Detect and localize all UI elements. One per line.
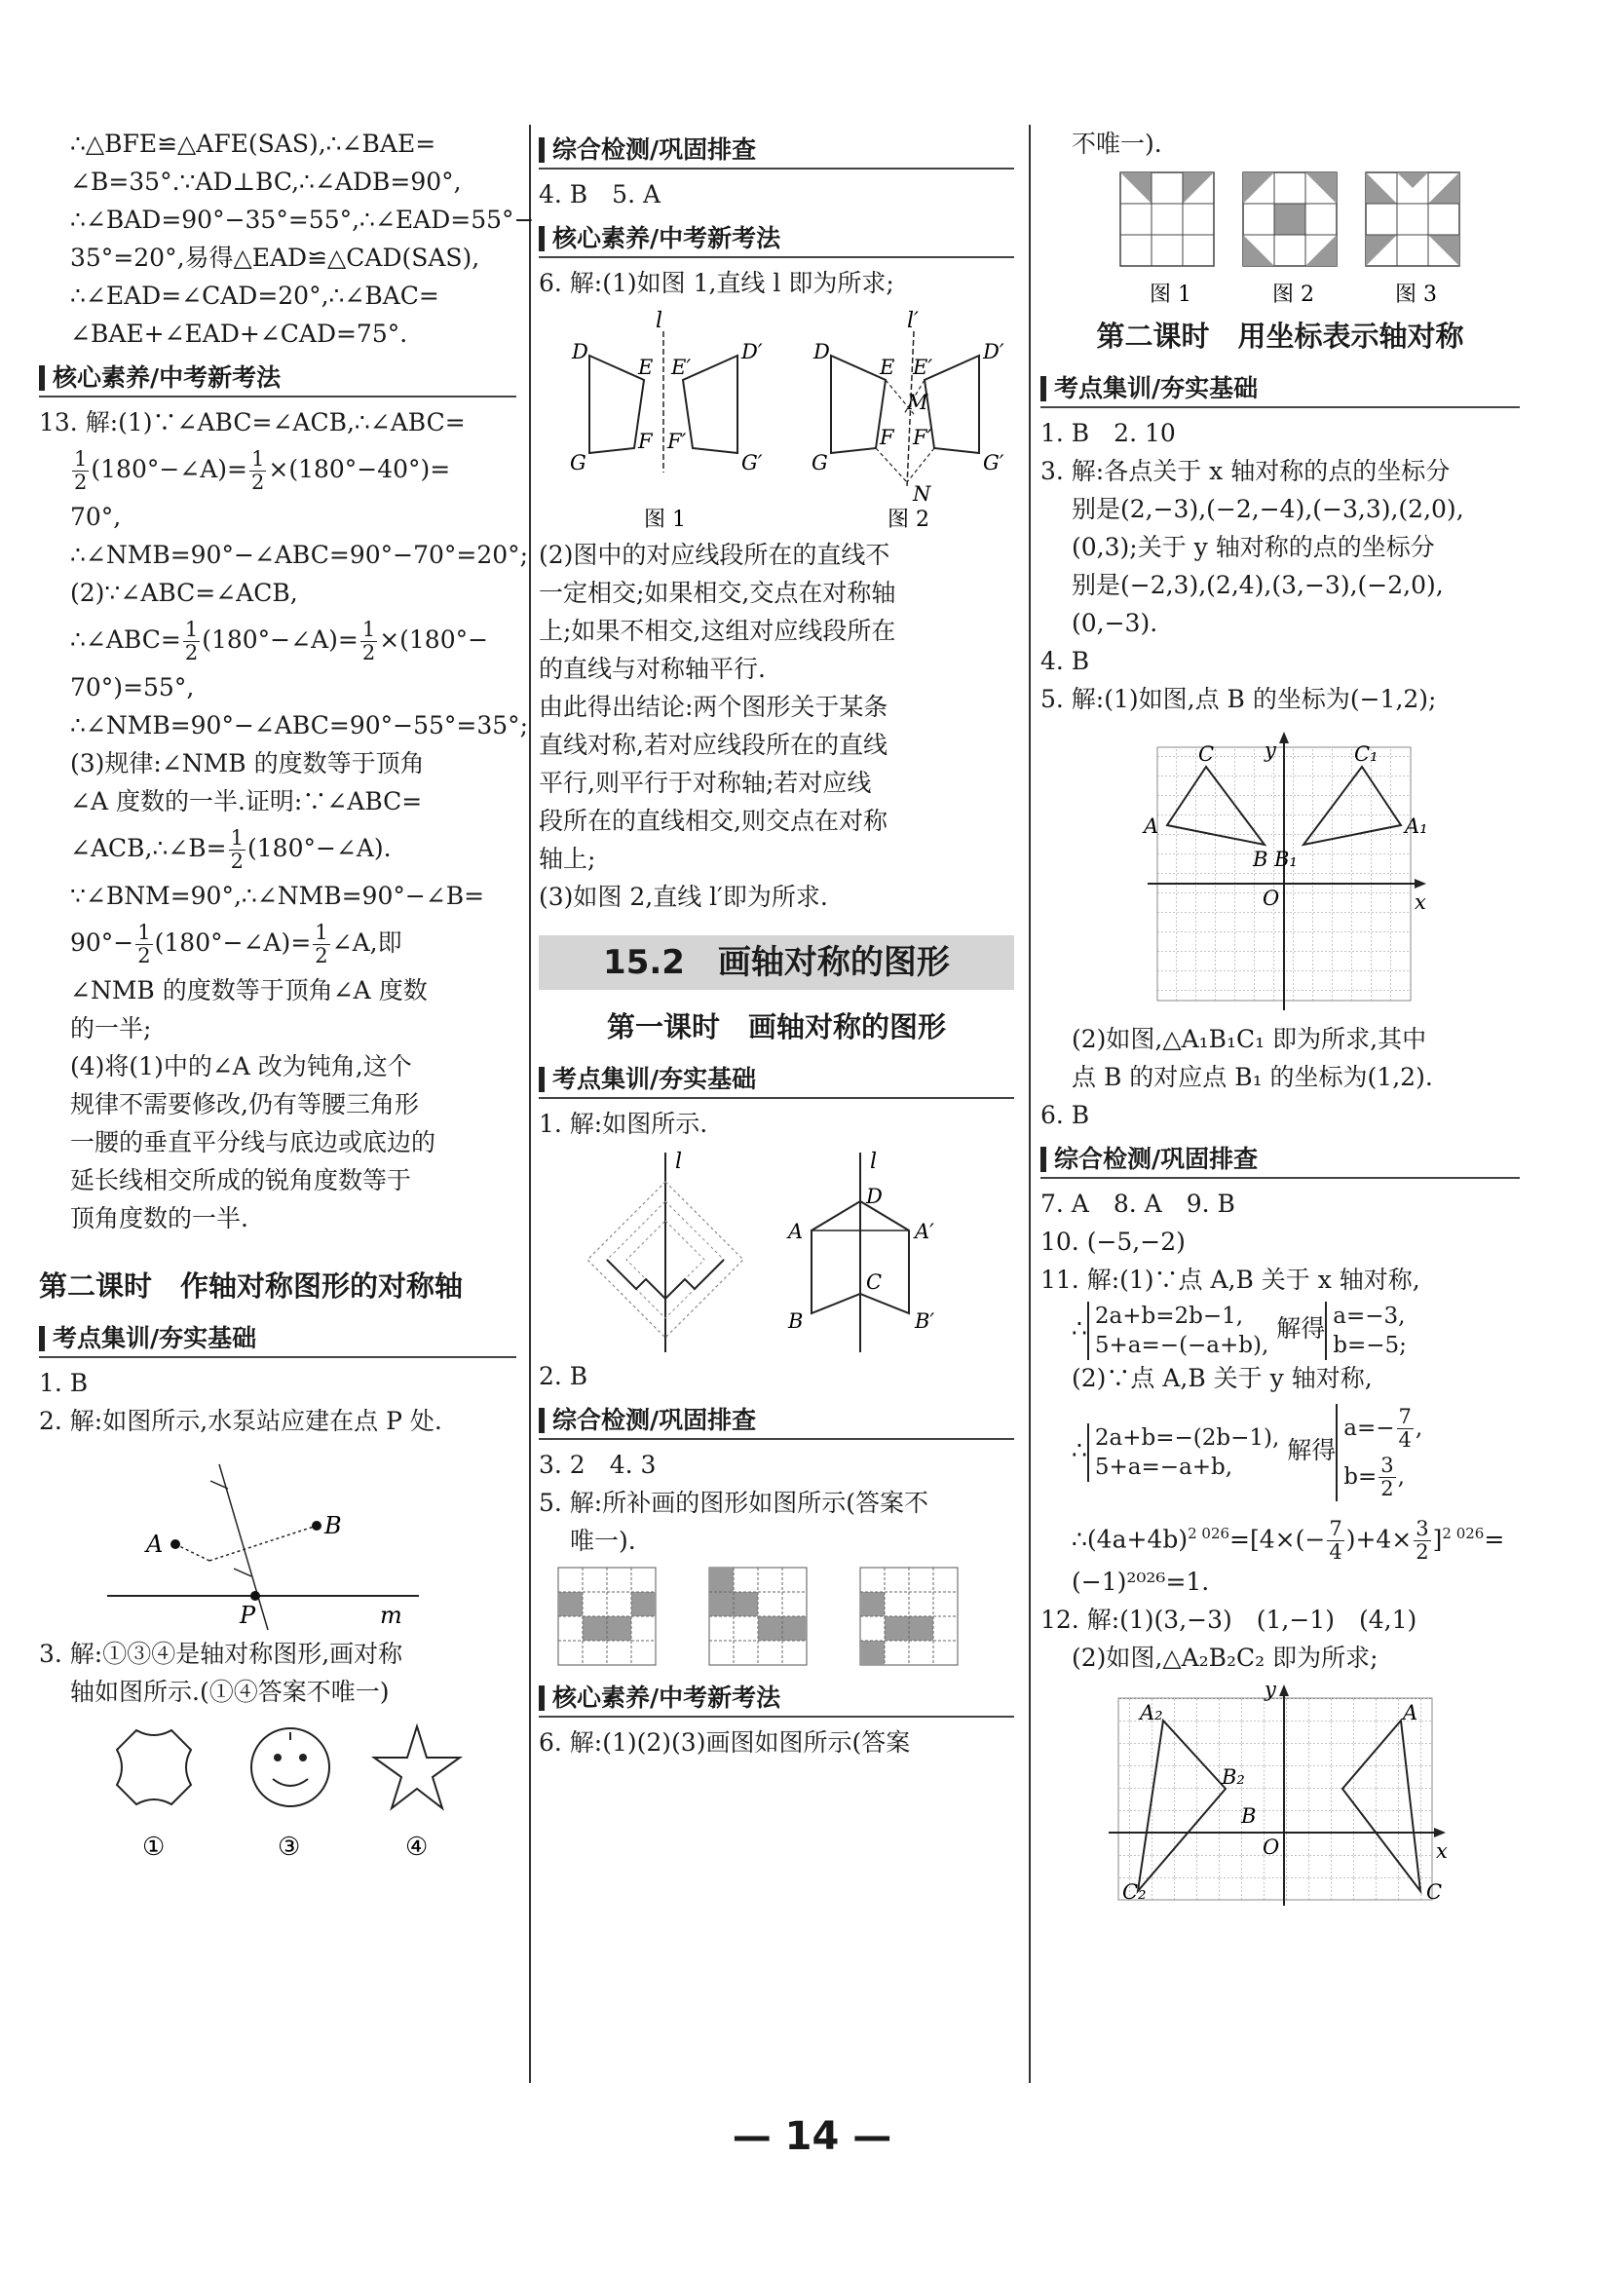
fraction: $\frac{7}{4}$ bbox=[1398, 1405, 1412, 1452]
text-line: 轴上; bbox=[539, 845, 596, 873]
svg-text:图 3: 图 3 bbox=[1395, 283, 1437, 307]
svg-text:E: E bbox=[880, 356, 895, 379]
svg-text:F′: F′ bbox=[913, 426, 932, 449]
lesson-title: 第一课时 画轴对称的图形 bbox=[606, 1010, 946, 1043]
svg-text:y: y bbox=[1265, 738, 1276, 762]
grid-completion-figures bbox=[539, 1560, 1014, 1673]
text-line: 70°)=55°, bbox=[70, 673, 195, 701]
svg-text:C: C bbox=[866, 1270, 883, 1294]
svg-text:O: O bbox=[1263, 1836, 1280, 1859]
text-line: (4)将(1)中的∠A 改为钝角,这个 bbox=[70, 1052, 412, 1080]
fraction: $\frac{1}{2}$ bbox=[251, 447, 265, 494]
fraction: $\frac{1}{2}$ bbox=[315, 921, 328, 967]
svg-text:y: y bbox=[1265, 1678, 1276, 1701]
text-line: 13. 解:(1)∵∠ABC=∠ACB,∴∠ABC= bbox=[39, 408, 466, 436]
fraction: $\frac{3}{2}$ bbox=[1380, 1454, 1394, 1500]
text-line: 1. B bbox=[39, 1369, 89, 1397]
text-line: 5. 解:(1)如图,点 B 的坐标为(−1,2); bbox=[1040, 685, 1437, 713]
text-line: 唯一). bbox=[570, 1527, 636, 1555]
symmetric-drawing-figure bbox=[539, 1143, 1014, 1357]
text-line: 规律不需要修改,仍有等腰三角形 bbox=[70, 1090, 419, 1118]
text-line: 一腰的垂直平分线与底边或底边的 bbox=[70, 1128, 436, 1156]
svg-text:G′: G′ bbox=[741, 451, 763, 474]
fraction: $\frac{1}{2}$ bbox=[361, 618, 376, 664]
svg-text:F: F bbox=[638, 430, 653, 453]
caption-1: ① bbox=[142, 1833, 166, 1862]
column-1 bbox=[39, 125, 535, 1867]
text-line: 2. 解:如图所示,水泵站应建在点 P 处. bbox=[39, 1407, 442, 1435]
text-line: (−1)²⁰²⁶=1. bbox=[1072, 1568, 1210, 1596]
svg-text:B′: B′ bbox=[915, 1309, 935, 1333]
text-line: ∠NMB 的度数等于顶角∠A 度数 bbox=[70, 976, 428, 1004]
text-line: 90°− $\frac{1}{2}$ (180°−∠A)= $\frac{1}{2}$ ∠A,即 bbox=[70, 921, 402, 967]
svg-text:D: D bbox=[813, 340, 830, 363]
text-line: (0,3);关于 y 轴对称的点的坐标分 bbox=[1072, 533, 1435, 561]
text-line: 2. B bbox=[539, 1362, 588, 1390]
fraction: $\frac{7}{4}$ bbox=[1329, 1517, 1342, 1565]
svg-text:G: G bbox=[570, 451, 586, 474]
text-line: 不唯一). bbox=[1072, 130, 1162, 158]
svg-text:N: N bbox=[913, 482, 931, 506]
text-line: 延长线相交所成的锐角度数等于 bbox=[70, 1166, 412, 1194]
text-line: 的一半; bbox=[70, 1014, 152, 1042]
svg-text:G: G bbox=[812, 451, 828, 474]
text-line: 别是(−2,3),(2,4),(3,−3),(−2,0), bbox=[1072, 571, 1444, 599]
text-line: 直线对称,若对应线段所在的直线 bbox=[539, 731, 888, 759]
text-line: ∴∠ABC= $\frac{1}{2}$ (180°−∠A)= $\frac{1}{2}$ ×(180°− bbox=[70, 618, 489, 664]
brace-system: 2a+b=2b−1, 5+a=−(−a+b), bbox=[1087, 1302, 1268, 1360]
text-line: 12. 解:(1)(3,−3) (1,−1) (4,1) bbox=[1040, 1606, 1417, 1634]
brace-system: 2a+b=−(2b−1), 5+a=−a+b, bbox=[1087, 1423, 1279, 1482]
text-line: ∵∠BNM=90°,∴∠NMB=90°−∠B= bbox=[70, 882, 485, 910]
page-number: — 14 — bbox=[732, 2114, 892, 2159]
svg-text:A: A bbox=[788, 1220, 804, 1243]
text-line: 1. 解:如图所示. bbox=[539, 1110, 708, 1138]
svg-text:E′: E′ bbox=[671, 356, 692, 379]
svg-text:l: l bbox=[656, 309, 663, 333]
svg-text:M: M bbox=[907, 391, 928, 414]
svg-text:D′: D′ bbox=[983, 340, 1004, 363]
svg-text:F′: F′ bbox=[667, 430, 687, 453]
text-line: 由此得出结论:两个图形关于某条 bbox=[539, 693, 888, 721]
text-line: 10. (−5,−2) bbox=[1040, 1228, 1186, 1256]
lesson-title: 第二课时 用坐标表示轴对称 bbox=[1096, 320, 1464, 353]
text-line: ∴∠NMB=90°−∠ABC=90°−70°=20°; bbox=[70, 541, 529, 569]
section-header: 综合检测/巩固排查 bbox=[539, 129, 1014, 171]
pattern-figures bbox=[1040, 163, 1520, 309]
svg-text:C: C bbox=[1198, 742, 1215, 766]
svg-text:F: F bbox=[880, 426, 894, 449]
text-line: ∠ACB,∴∠B= $\frac{1}{2}$ (180°−∠A). bbox=[70, 826, 392, 873]
text-line: $\frac{1}{2}$ (180°−∠A)= $\frac{1}{2}$ ×(180°−40°)= bbox=[74, 447, 451, 494]
text-line: 6. 解:(1)(2)(3)画图如图所示(答案 bbox=[539, 1728, 911, 1757]
section-header: 综合检测/巩固排查 bbox=[539, 1399, 1014, 1442]
svg-text:A: A bbox=[1403, 1701, 1418, 1724]
svg-text:x: x bbox=[1415, 890, 1426, 914]
svg-text:A₂: A₂ bbox=[1140, 1701, 1163, 1724]
svg-text:图 1: 图 1 bbox=[644, 508, 686, 532]
text-line: 3. 2 4. 3 bbox=[539, 1451, 657, 1479]
label-P: P bbox=[240, 1602, 256, 1629]
text-line: 上;如果不相交,这组对应线段所在 bbox=[539, 617, 896, 645]
text-line: ∴∠NMB=90°−∠ABC=90°−55°=35°; bbox=[70, 711, 529, 739]
text-line: (3)规律:∠NMB 的度数等于顶角 bbox=[70, 749, 425, 777]
text-line: 别是(2,−3),(−2,−4),(−3,3),(2,0), bbox=[1072, 495, 1464, 523]
svg-text:D′: D′ bbox=[741, 340, 763, 363]
text-line: 6. B bbox=[1040, 1101, 1090, 1129]
svg-text:D: D bbox=[866, 1185, 883, 1208]
svg-text:E: E bbox=[638, 356, 654, 379]
text-line: 6. 解:(1)如图 1,直线 l 即为所求; bbox=[539, 269, 894, 297]
caption-3: ③ bbox=[278, 1833, 301, 1862]
svg-text:l: l bbox=[675, 1150, 683, 1174]
text-line: ∠A 度数的一半.证明:∵∠ABC= bbox=[70, 787, 423, 815]
svg-text:C₂: C₂ bbox=[1122, 1880, 1147, 1904]
brace-system: a=− $\frac{7}{4}$ , b= $\frac{3}{2}$ , bbox=[1336, 1404, 1422, 1501]
text-line: 4. B 5. A bbox=[539, 180, 661, 208]
text-line: 平行,则平行于对称轴;若对应线 bbox=[539, 769, 872, 797]
column-divider-2 bbox=[1029, 125, 1031, 2083]
fraction: $\frac{1}{2}$ bbox=[184, 618, 199, 664]
fraction: $\frac{3}{2}$ bbox=[1416, 1517, 1429, 1565]
lesson-title: 第二课时 作轴对称图形的对称轴 bbox=[39, 1269, 464, 1303]
text-line: 3. 解:各点关于 x 轴对称的点的坐标分 bbox=[1040, 457, 1451, 485]
fraction: $\frac{1}{2}$ bbox=[74, 447, 88, 494]
svg-text:C: C bbox=[1426, 1880, 1443, 1904]
svg-text:A′: A′ bbox=[915, 1220, 934, 1243]
svg-text:B₁: B₁ bbox=[1274, 848, 1298, 871]
coordinate-grid-1 bbox=[1040, 718, 1520, 1020]
equation-system-2: ∴ 2a+b=−(2b−1), 5+a=−a+b, 解得 a=− $\frac{7}{4}$ , b= $\frac{3}{2}$ , bbox=[1072, 1405, 1423, 1500]
text-line: 5. 解:所补画的图形如图所示(答案不 bbox=[539, 1489, 928, 1517]
text-line: 4. B bbox=[1040, 647, 1090, 675]
figure-2 bbox=[812, 309, 1004, 532]
svg-text:B: B bbox=[1241, 1804, 1257, 1828]
caption-4: ④ bbox=[405, 1833, 429, 1862]
fraction: $\frac{1}{2}$ bbox=[230, 826, 244, 873]
coordinate-grid-2 bbox=[1040, 1677, 1520, 1911]
text-line: (2)如图,△A₁B₁C₁ 即为所求,其中 bbox=[1072, 1025, 1427, 1053]
text-line: ∴∠EAD=∠CAD=20°,∴∠BAC= bbox=[70, 282, 439, 310]
label-A: A bbox=[146, 1531, 164, 1558]
svg-text:B: B bbox=[788, 1309, 804, 1333]
text-line: 70°, bbox=[70, 503, 122, 531]
text-line: (0,−3). bbox=[1072, 609, 1158, 637]
svg-text:G′: G′ bbox=[983, 451, 1004, 474]
text-line: (3)如图 2,直线 l′即为所求. bbox=[539, 883, 828, 911]
text-line: $\therefore(4a+4b)^{2 026}=[4\times(-$ $\frac{7}{4}$ )+4× $\frac{3}{2}$ ]$^{2 026}$= bbox=[1072, 1517, 1505, 1565]
svg-text:A₁: A₁ bbox=[1405, 814, 1428, 838]
section-header: 综合检测/巩固排查 bbox=[1040, 1138, 1520, 1181]
pump-station-figure bbox=[39, 1440, 516, 1635]
svg-text:x: x bbox=[1436, 1839, 1448, 1863]
text-line: 的直线与对称轴平行. bbox=[539, 655, 766, 683]
text-line: 点 B 的对应点 B₁ 的坐标为(1,2). bbox=[1072, 1063, 1433, 1091]
svg-text:O: O bbox=[1263, 887, 1280, 910]
symmetric-shapes-figure bbox=[39, 1711, 516, 1867]
text-line: (2)如图,△A₂B₂C₂ 即为所求; bbox=[1072, 1644, 1379, 1672]
svg-text:B: B bbox=[1253, 848, 1268, 871]
fraction: $\frac{1}{2}$ bbox=[137, 921, 151, 967]
text-line: 3. 解:①③④是轴对称图形,画对称 bbox=[39, 1640, 403, 1668]
bowtie-figures bbox=[539, 302, 1014, 536]
svg-text:图 1: 图 1 bbox=[1150, 283, 1191, 307]
column-2 bbox=[539, 125, 1014, 1761]
text-line: ∴∠BAD=90°−35°=55°,∴∠EAD=55°− bbox=[70, 206, 535, 234]
text-line: (2)∵点 A,B 关于 y 轴对称, bbox=[1072, 1364, 1373, 1392]
section-header: 考点集训/夯实基础 bbox=[39, 1317, 516, 1360]
section-header: 核心素养/中考新考法 bbox=[39, 357, 516, 399]
chapter-banner: 15.2 画轴对称的图形 bbox=[539, 935, 1014, 990]
text-line: ∠BAE+∠EAD+∠CAD=75°. bbox=[70, 320, 408, 348]
section-header: 核心素养/中考新考法 bbox=[539, 1677, 1014, 1720]
text-line: 1. B 2. 10 bbox=[1040, 419, 1176, 447]
column-3 bbox=[1040, 125, 1520, 1911]
section-header: 考点集训/夯实基础 bbox=[1040, 367, 1520, 410]
label-B: B bbox=[324, 1512, 342, 1539]
svg-text:B₂: B₂ bbox=[1222, 1765, 1245, 1789]
label-m: m bbox=[380, 1602, 402, 1629]
svg-text:D: D bbox=[572, 340, 588, 363]
text-line: 顶角度数的一半. bbox=[70, 1204, 248, 1232]
text-line: (2)图中的对应线段所在的直线不 bbox=[539, 541, 890, 569]
text-line: ∠B=35°.∵AD⊥BC,∴∠ADB=90°, bbox=[70, 168, 462, 196]
figure-1 bbox=[570, 309, 763, 532]
text-line: 11. 解:(1)∵点 A,B 关于 x 轴对称, bbox=[1040, 1266, 1420, 1294]
svg-text:l: l bbox=[870, 1150, 878, 1174]
brace-system: a=−3, b=−5; bbox=[1325, 1302, 1407, 1360]
text-line: 7. A 8. A 9. B bbox=[1040, 1190, 1235, 1218]
text-line: 段所在的直线相交,则交点在对称 bbox=[539, 807, 888, 835]
column-divider-1 bbox=[529, 125, 531, 2083]
svg-text:图 2: 图 2 bbox=[888, 508, 929, 532]
equation-system-1: ∴ 2a+b=2b−1, 5+a=−(−a+b), 解得 a=−3, b=−5; bbox=[1072, 1303, 1407, 1358]
svg-text:图 2: 图 2 bbox=[1272, 283, 1314, 307]
svg-text:l′: l′ bbox=[907, 309, 920, 333]
text-line: 35°=20°,易得△EAD≌△CAD(SAS), bbox=[70, 244, 480, 272]
text-line: 一定相交;如果相交,交点在对称轴 bbox=[539, 579, 896, 607]
svg-text:E′: E′ bbox=[913, 356, 933, 379]
text-line: ∴△BFE≌△AFE(SAS),∴∠BAE= bbox=[70, 130, 436, 158]
section-header: 核心素养/中考新考法 bbox=[539, 217, 1014, 260]
text-line: (2)∵∠ABC=∠ACB, bbox=[70, 579, 298, 607]
svg-text:A: A bbox=[1144, 814, 1159, 838]
text-line: 轴如图所示.(①④答案不唯一) bbox=[70, 1678, 390, 1706]
section-header: 考点集训/夯实基础 bbox=[539, 1058, 1014, 1101]
svg-text:C₁: C₁ bbox=[1354, 742, 1379, 766]
